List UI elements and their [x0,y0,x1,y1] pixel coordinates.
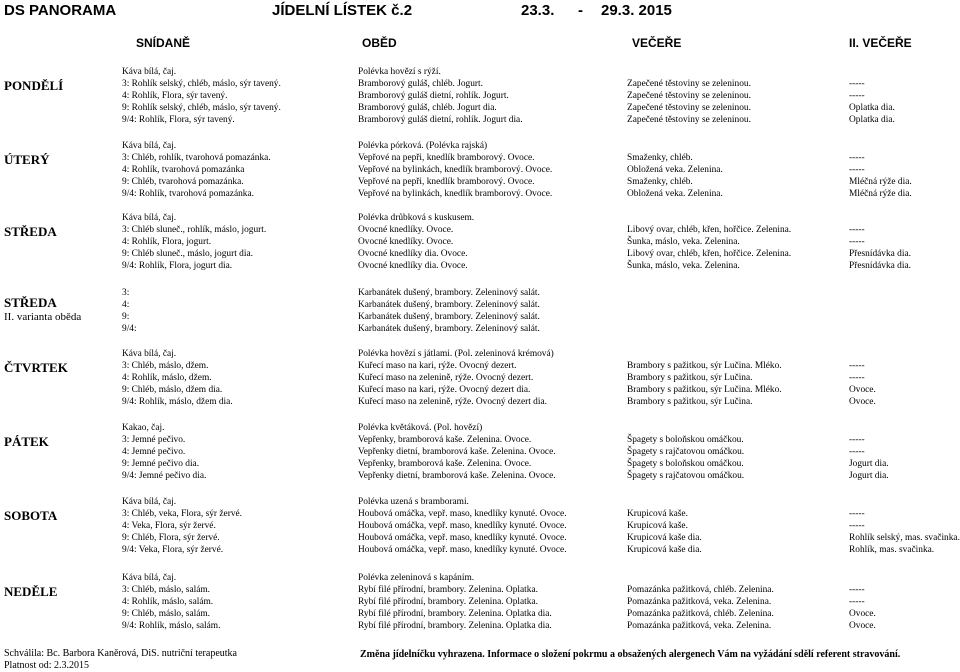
breakfast-cell: Kakao, čaj. [122,423,165,433]
dinner-cell: Zapečené těstoviny se zeleninou. [627,115,751,125]
breakfast-cell: 9/4: Rohlík, Flora, sýr tavený. [122,115,235,125]
dinner-cell: Špagety s rajčatovou omáčkou. [627,447,745,457]
lunch-cell: Vepřenky, bramborová kaše. Zelenina. Ovoce. [358,435,532,445]
breakfast-cell: 4: [122,300,130,310]
dinner-cell: Smaženky, chléb. [627,177,693,187]
menu-row [0,176,960,188]
lunch-cell: Bramborový guláš dietní, rohlík. Jogurt dia. [358,115,523,125]
lunch-cell: Kuřecí maso na kari, rýže. Ovocný dezert. [358,361,517,371]
breakfast-cell: 9/4: Rohlík, Flora, jogurt dia. [122,261,233,271]
dinner-cell: Brambory s pažitkou, sýr Lučina. Mléko. [627,361,782,371]
dinner-cell: Obložená veka. Zelenina. [627,189,723,199]
dinner-cell: Pomazánka pažitková, veka. Zelenina. [627,621,772,631]
dinner-cell: Špagety s rajčatovou omáčkou. [627,471,745,481]
menu-row [0,287,960,299]
second-dinner-cell: ----- [849,237,865,247]
breakfast-cell: 3: Chléb, rohlík, tvarohová pomazánka. [122,153,271,163]
lunch-cell: Houbová omáčka, vepř. maso, knedlíky kynuté. Ovoce. [358,533,567,543]
second-dinner-cell: Ovoce. [849,609,876,619]
breakfast-cell: 9/4: Veka, Flora, sýr žervé. [122,545,224,555]
menu-title: JÍDELNÍ LÍSTEK č.2 [272,2,413,19]
menu-row [0,520,960,532]
dinner-cell: Pomazánka pažitková, veka. Zelenina. [627,597,772,607]
second-dinner-cell: Ovoce. [849,621,876,631]
breakfast-cell: 4: Rohlík, tvarohová pomazánka [122,165,245,175]
lunch-cell: Rybí filé přírodní, brambory. Zelenina. Oplatka. [358,585,538,595]
breakfast-cell: 3: Chléb, veka, Flora, sýr žervé. [122,509,243,519]
breakfast-cell: 4: Rohlík, máslo, salám. [122,597,214,607]
second-dinner-cell: ----- [849,435,865,445]
breakfast-cell: 9: Rohlík selský, chléb, máslo, sýr tavený. [122,103,281,113]
lunch-cell: Houbová omáčka, vepř. maso, knedlíky kynuté. Ovoce. [358,509,567,519]
dinner-cell: Krupicová kaše. [627,521,688,531]
dinner-cell: Špagety s boloňskou omáčkou. [627,459,744,469]
day-label: STŘEDA [4,295,57,310]
breakfast-cell: 9/4: Rohlík, tvarohová pomazánka. [122,189,255,199]
dinner-cell: Brambory s pažitkou, sýr Lučina. [627,397,753,407]
second-dinner-cell: Mléčná rýže dia. [849,177,912,187]
lunch-cell: Houbová omáčka, vepř. maso, knedlíky kynuté. Ovoce. [358,521,567,531]
lunch-cell: Karbanátek dušený, brambory. Zeleninový salát. [358,324,540,334]
breakfast-cell: 3: [122,288,130,298]
day-label: SOBOTA [4,508,58,523]
column-header-lunch: OBĚD [362,36,397,50]
second-dinner-cell: ----- [849,79,865,89]
lunch-cell: Rybí filé přírodní, brambory. Zelenina. Oplatka dia. [358,621,552,631]
lunch-cell: Polévka hovězí s rýží. [358,67,441,77]
lunch-cell: Vepřové na pepři, knedlík bramborový. Ovoce. [358,153,535,163]
menu-row [0,508,960,520]
lunch-cell: Vepřové na bylinkách, knedlík bramborový. Ovoce. [358,165,553,175]
dinner-cell: Špagety s boloňskou omáčkou. [627,435,744,445]
dinner-cell: Pomazánka pažitková, chléb. Zelenina. [627,609,774,619]
lunch-cell: Karbanátek dušený, brambory. Zeleninový salát. [358,312,540,322]
menu-row [0,248,960,260]
breakfast-cell: 9: [122,312,130,322]
lunch-cell: Vepřenky dietní, bramborová kaše. Zelenina. Ovoce. [358,471,556,481]
menu-row [0,458,960,470]
breakfast-cell: Káva bílá, čaj. [122,67,177,77]
breakfast-cell: 3: Rohlík selský, chléb, máslo, sýr tavený. [122,79,281,89]
breakfast-cell: 3: Chléb sluneč., rohlík, máslo, jogurt. [122,225,267,235]
second-dinner-cell: Přesnídávka dia. [849,261,911,271]
second-dinner-cell: ----- [849,373,865,383]
lunch-cell: Vepřové na pepři, knedlík bramborový. Ovoce. [358,177,535,187]
menu-row [0,299,960,311]
column-header-dinner: VEČEŘE [632,36,682,50]
dinner-cell: Šunka, máslo, veka. Zelenina. [627,237,740,247]
lunch-cell: Polévka uzená s bramborami. [358,497,469,507]
menu-row [0,212,960,224]
lunch-cell: Polévka pórková. (Polévka rajská) [358,141,488,151]
breakfast-cell: 4: Rohlík, máslo, džem. [122,373,212,383]
second-dinner-cell: Jogurt dia. [849,471,889,481]
breakfast-cell: 9: Chléb, Flora, sýr žervé. [122,533,220,543]
menu-row [0,470,960,482]
menu-row [0,311,960,323]
second-dinner-cell: Ovoce. [849,385,876,395]
lunch-cell: Kuřecí maso na zelenině, rýže. Ovocný dezert. [358,373,534,383]
menu-row [0,260,960,272]
second-dinner-cell: Jogurt dia. [849,459,889,469]
date-separator: - [578,2,583,19]
lunch-cell: Karbanátek dušený, brambory. Zeleninový salát. [358,288,540,298]
breakfast-cell: 9/4: Rohlík, máslo, džem dia. [122,397,233,407]
menu-row [0,596,960,608]
column-header-second-dinner: II. VEČEŘE [849,36,912,50]
lunch-cell: Karbanátek dušený, brambory. Zeleninový salát. [358,300,540,310]
dinner-cell: Zapečené těstoviny se zeleninou. [627,103,751,113]
second-dinner-cell: Mléčná rýže dia. [849,189,912,199]
menu-row [0,572,960,584]
breakfast-cell: 9: Chléb, tvarohová pomazánka. [122,177,244,187]
breakfast-cell: Káva bílá, čaj. [122,349,177,359]
breakfast-cell: 9: Chléb, máslo, džem dia. [122,385,223,395]
menu-row [0,78,960,90]
day-subtitle: II. varianta oběda [4,311,82,323]
second-dinner-cell: Oplatka dia. [849,115,895,125]
lunch-cell: Vepřenky dietní, bramborová kaše. Zelenina. Ovoce. [358,447,556,457]
lunch-cell: Rybí filé přírodní, brambory. Zelenina. Oplatka dia. [358,609,552,619]
approved-by: Schválila: Bc. Barbora Kaněrová, DiS. nutriční terapeutka [4,648,237,659]
menu-row [0,114,960,126]
lunch-cell: Rybí filé přírodní, brambory. Zelenina. Oplatka. [358,597,538,607]
dinner-cell: Smaženky, chléb. [627,153,693,163]
dinner-cell: Brambory s pažitkou, sýr Lučina. [627,373,753,383]
dinner-cell: Libový ovar, chléb, křen, hořčice. Zelenina. [627,249,792,259]
menu-row [0,360,960,372]
menu-row [0,422,960,434]
menu-row [0,224,960,236]
date-to: 29.3. 2015 [601,2,672,19]
breakfast-cell: Káva bílá, čaj. [122,213,177,223]
lunch-cell: Kuřecí maso na kari, rýže. Ovocný dezert dia. [358,385,531,395]
day-label: STŘEDA [4,224,57,239]
lunch-cell: Ovocné knedlíky dia. Ovoce. [358,261,468,271]
dinner-cell: Obložená veka. Zelenina. [627,165,723,175]
menu-row [0,608,960,620]
lunch-cell: Vepřenky, bramborová kaše. Zelenina. Ovoce. [358,459,532,469]
lunch-cell: Ovocné knedlíky. Ovoce. [358,237,454,247]
day-label: NEDĚLE [4,584,58,599]
breakfast-cell: 4: Rohlík, Flora, sýr tavený. [122,91,228,101]
menu-row [0,140,960,152]
breakfast-cell: 3: Jemné pečivo. [122,435,186,445]
menu-row [0,164,960,176]
day-label: ÚTERÝ [4,152,50,167]
breakfast-cell: 4: Rohlík, Flora, jogurt. [122,237,212,247]
dinner-cell: Pomazánka pažitková, chléb. Zelenina. [627,585,774,595]
second-dinner-cell: ----- [849,225,865,235]
lunch-cell: Ovocné knedlíky. Ovoce. [358,225,454,235]
menu-row [0,188,960,200]
second-dinner-cell: ----- [849,585,865,595]
day-label: ČTVRTEK [4,360,68,375]
breakfast-cell: Káva bílá, čaj. [122,141,177,151]
company-name: DS PANORAMA [4,2,117,19]
day-label: PONDĚLÍ [4,78,64,93]
lunch-cell: Polévka květáková. (Pol. hovězí) [358,423,483,433]
lunch-cell: Houbová omáčka, vepř. maso, knedlíky kynuté. Ovoce. [358,545,567,555]
breakfast-cell: 4: Jemné pečivo. [122,447,186,457]
dinner-cell: Krupicová kaše dia. [627,545,702,555]
dinner-cell: Šunka, máslo, veka. Zelenina. [627,261,740,271]
second-dinner-cell: ----- [849,521,865,531]
breakfast-cell: 9: Jemné pečivo dia. [122,459,200,469]
menu-row [0,323,960,335]
lunch-cell: Polévka drůbková s kuskusem. [358,213,475,223]
breakfast-cell: 9/4: Rohlík, máslo, salám. [122,621,221,631]
second-dinner-cell: ----- [849,597,865,607]
breakfast-cell: 9/4: Jemné pečivo dia. [122,471,207,481]
menu-row [0,544,960,556]
lunch-cell: Polévka zeleninová s kapáním. [358,573,475,583]
menu-row [0,384,960,396]
second-dinner-cell: Přesnídávka dia. [849,249,911,259]
second-dinner-cell: Rohlík, mas. svačinka. [849,545,935,555]
dinner-cell: Brambory s pažitkou, sýr Lučina. Mléko. [627,385,782,395]
menu-row [0,236,960,248]
dinner-cell: Libový ovar, chléb, křen, hořčice. Zelenina. [627,225,792,235]
second-dinner-cell: Ovoce. [849,397,876,407]
menu-row [0,152,960,164]
lunch-cell: Bramborový guláš, chléb. Jogurt. [358,79,483,89]
second-dinner-cell: Rohlík selský, mas. svačinka. [849,533,960,543]
second-dinner-cell: Oplatka dia. [849,103,895,113]
lunch-cell: Ovocné knedlíky dia. Ovoce. [358,249,468,259]
menu-row [0,66,960,78]
menu-row [0,496,960,508]
date-from: 23.3. [521,2,555,19]
breakfast-cell: 9: Chléb, máslo, salám. [122,609,211,619]
second-dinner-cell: ----- [849,447,865,457]
dinner-cell: Krupicová kaše. [627,509,688,519]
menu-row [0,620,960,632]
menu-row [0,90,960,102]
lunch-cell: Vepřové na bylinkách, knedlík bramborový. Ovoce. [358,189,553,199]
lunch-cell: Bramborový guláš dietní, rohlík. Jogurt. [358,91,509,101]
second-dinner-cell: ----- [849,509,865,519]
day-label: PÁTEK [4,434,49,449]
breakfast-cell: Káva bílá, čaj. [122,497,177,507]
breakfast-cell: 9/4: [122,324,137,334]
menu-row [0,348,960,360]
breakfast-cell: 9: Chléb sluneč., máslo, jogurt dia. [122,249,253,259]
breakfast-cell: 3: Chléb, máslo, džem. [122,361,209,371]
menu-row [0,372,960,384]
breakfast-cell: 4: Veka, Flora, sýr žervé. [122,521,216,531]
breakfast-cell: Káva bílá, čaj. [122,573,177,583]
second-dinner-cell: ----- [849,165,865,175]
dinner-cell: Zapečené těstoviny se zeleninou. [627,79,751,89]
lunch-cell: Bramborový guláš, chléb. Jogurt dia. [358,103,497,113]
allergen-notice: Změna jídelníčku vyhrazena. Informace o složení pokrmu a obsažených alergenech Vám na vyžádání sdělí referent stravování. [360,649,901,660]
menu-row [0,532,960,544]
second-dinner-cell: ----- [849,153,865,163]
lunch-cell: Polévka hovězí s játlami. (Pol. zeleninová krémová) [358,349,554,359]
lunch-cell: Kuřecí maso na zelenině, rýže. Ovocný dezert dia. [358,397,547,407]
menu-row [0,102,960,114]
menu-row [0,396,960,408]
breakfast-cell: 3: Chléb, máslo, salám. [122,585,211,595]
dinner-cell: Zapečené těstoviny se zeleninou. [627,91,751,101]
menu-row [0,584,960,596]
second-dinner-cell: ----- [849,361,865,371]
second-dinner-cell: ----- [849,91,865,101]
dinner-cell: Krupicová kaše dia. [627,533,702,543]
valid-from: Platnost od: 2.3.2015 [4,660,90,671]
column-header-breakfast: SNÍDANĚ [136,36,191,50]
menu-row [0,446,960,458]
menu-row [0,434,960,446]
